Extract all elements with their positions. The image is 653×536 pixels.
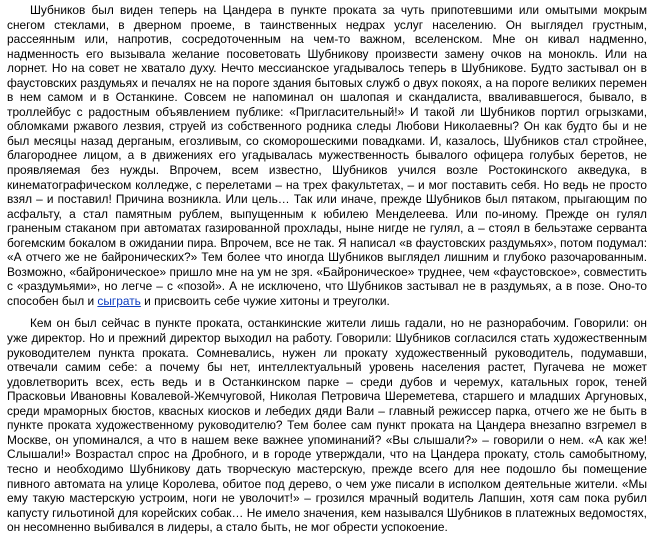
paragraph-1	[7, 3, 647, 308]
paragraph-2-text: Кем он был сейчас в пункте проката, останкинские жители лишь гадали, но не разнорабочим. Говорили: он уже директор. Но и прежний директор выходил на работу. Говорили: Шубников согласился стать художественным руководителем пункта проката. Сомневались, нужен ли прокату художественный руководитель, подумавши, отвечали самим себе: а почему бы нет, интеллектуальный уровень населения растет, Пугачева не может удовлетворить всех, есть ведь и в Останкинском парке – среди дубов и черемух, катальных горок, теней Прасковьи Ивановны Ковалевой-Жемчуговой, Николая Петровича Шереметева, старшего и младших Аргуновых, среди мраморных бюстов, квасных киосков и лебедих дяди Вали – главный режиссер парка, отчего же не быть в пункте проката художественному руководителю? Тем более сам пункт проката на Цандера внезапно взгремел в Москве, он упоминался, а что в нашем веке важнее упоминаний? «Вы слышали?» – говорили о нем. «А как же! Слышали!» Возрастал спрос на Дробного, и в городе утверждали, что на Цандера прокату, столь самобытному, тесно и необходимо Шубникову дать творческую мастерскую, прежде всего для нее подошло бы помещение пивного автомата на улице Королева, обитое под дерево, о чем уже писали в исполком деятельные жители. «Мы ему такую мастерскую устроим, ноги не уволочит!» – грозился мрачный водитель Лапшин, хотя сам пока рубил капусту гильотиной для корейских собак… Не имело значения, кем назывался Шубников в платежных ведомостях, он несомненно выбивался в лидеры, а стало быть, не мог обрести успокоение.	[7, 316, 647, 535]
paragraph-1-text: Шубников был виден теперь на Цандера в пункте проката за чуть припотевшими или омытыми мокрым снегом стеклами, в дверном проеме, в таинственных недрах услуг населению. Он выглядел грустным, рассеянным или, напротив, сосредоточенным на чем-то важном, вселенском. Мне он кивал надменно, надменность его вызывала желание посоветовать Шубникову произвести замену очков на монокль. Или на лорнет. Но на совет не хватало духу. Нечто мессианское угадывалось теперь в Шубникове. Будто застывал он в фаустовских раздумьях и печалях не на пороге здания бытовых служб о двух покоях, а на пороге великих перемен в нем самом и в Останкине. Совсем не напоминал он шалопая и скандалиста, вваливавшегося, бывало, в троллейбус с радостным объявлением публике: «Пригласительный!» И такой ли Шубников портил огрызками, обломками ржавого лезвия, струей из собственного родника следы Любови Николаевны? Он как будто бы и не был месяцы назад дерганым, егозливым, со скоморошескими повадками. И, казалось, Шубников стал стройнее, благороднее лицом, а в движениях его угадывалась мужественность бывалого офицера голубых беретов, не проявляемая без нужды. Впрочем, всем известно, Шубников учился возле Ростокинского акведука, в кинематографическом колледже, с перелетами – на трех факультетах, – и мог поставить себя. Но ведь не просто взял – и поставил! Причина возникла. Или цель… Так или иначе, прежде Шубников был пятаком, прыгающим по асфальту, а стал памятным рублем, выпущенным к юбилею Менделеева. Или по-иному. Прежде он гулял граненым стаканом при автоматах газированной прохлады, ныне нигде не гулял, а – стоял в бельэтаже серванта богемским бокалом в ожидании пира. Впрочем, все не так. Я написал «в фаустовских раздумьях», потом подумал: «А отчего же не байронических?» Тем более что иногда Шубников выглядел лишним и глубоко разочарованным. Возможно, «байроническое» пришло мне на ум не зря. «Байроническое» труднее, чем «фаустовское», совместить с «раздумьями», но легче – с «позой». А не исключено, что Шубников застывал не в раздумьях, а в позе. Оно-то способен был и	[7, 3, 647, 308]
sygrat-link[interactable]: сыграть	[97, 293, 141, 308]
paragraph-2	[7, 316, 647, 534]
paragraph-1-text-end: и присвоить себе чужие хитоны и треуголки.	[140, 293, 390, 308]
document-page	[7, 3, 647, 535]
